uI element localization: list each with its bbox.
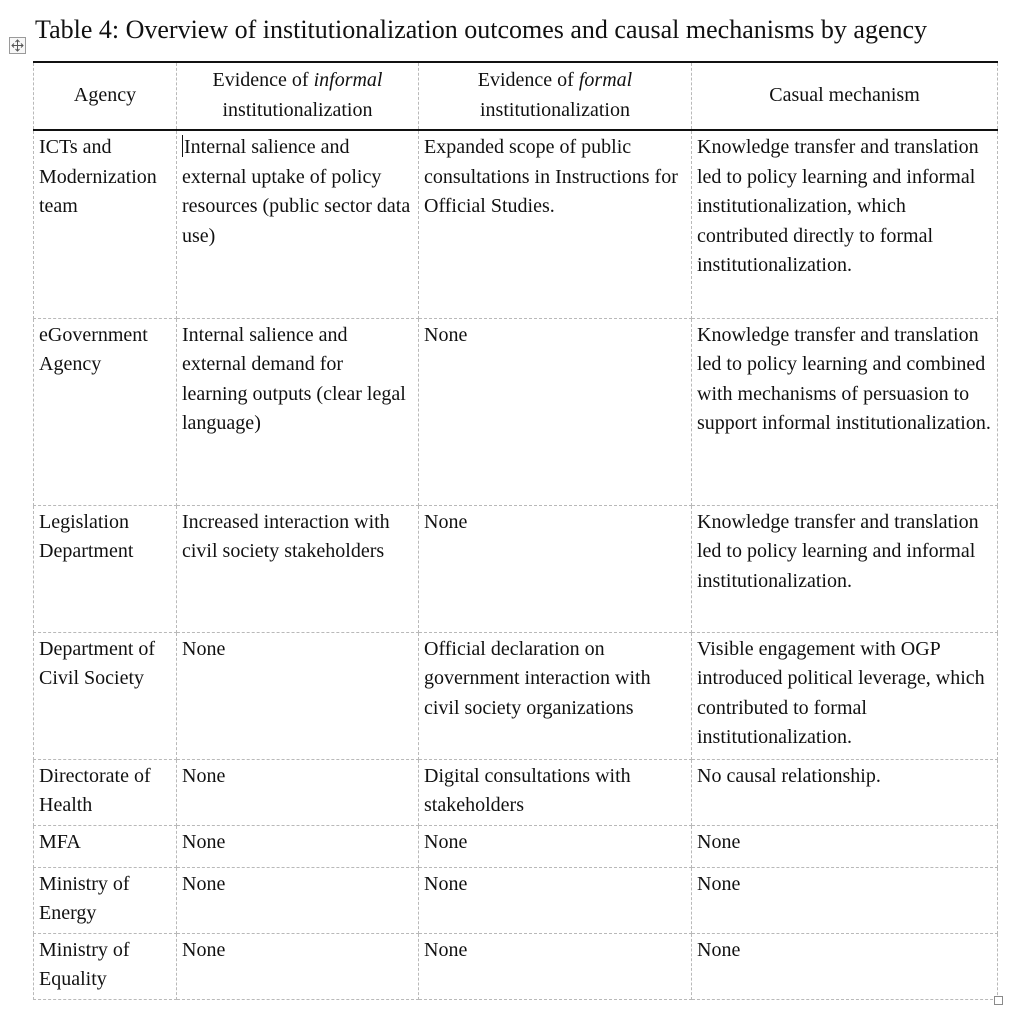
cell-agency[interactable]: ICTs and Modernization team [34, 130, 177, 318]
cell-mechanism[interactable]: Knowledge transfer and translation led to policy learning and informal institutionalization. [692, 505, 998, 632]
header-formal-evidence[interactable] [419, 62, 692, 130]
cell-mechanism[interactable]: None [692, 867, 998, 933]
table-row [34, 933, 998, 999]
cell-formal[interactable]: None [419, 318, 692, 505]
cell-agency[interactable]: eGovernment Agency [34, 318, 177, 505]
cell-informal[interactable]: Increased interaction with civil society stakeholders [177, 505, 419, 632]
table-row [34, 505, 998, 632]
cell-informal[interactable] [177, 130, 419, 318]
cell-agency[interactable]: MFA [34, 825, 177, 867]
cell-agency[interactable]: Ministry of Equality [34, 933, 177, 999]
header-formal-emphasis: formal [578, 69, 633, 92]
cell-formal[interactable]: None [419, 825, 692, 867]
cell-mechanism[interactable]: Knowledge transfer and translation led to policy learning and informal institutionalization, which contributed directly to formal institutionalization. [692, 130, 998, 318]
table-row [34, 130, 998, 318]
table-row [34, 759, 998, 825]
cell-formal[interactable]: Expanded scope of public consultations in Instructions for Official Studies. [419, 130, 692, 318]
header-formal-suffix: institutionalization [480, 99, 630, 121]
cell-formal[interactable]: Official declaration on government interaction with civil society organizations [419, 632, 692, 759]
header-formal-prefix: Evidence of [477, 69, 579, 92]
cell-mechanism[interactable]: None [692, 933, 998, 999]
table-resize-handle[interactable] [994, 996, 1003, 1005]
table-caption: Table 4: Overview of institutionalization outcomes and causal mechanisms by agency [35, 15, 928, 44]
cell-mechanism[interactable]: No causal relationship. [692, 759, 998, 825]
cell-agency[interactable]: Ministry of Energy [34, 867, 177, 933]
table-row [34, 318, 998, 505]
move-icon [10, 38, 25, 53]
cell-formal[interactable]: Digital consultations with stakeholders [419, 759, 692, 825]
cell-informal[interactable]: None [177, 632, 419, 759]
table-row [34, 867, 998, 933]
cell-agency[interactable]: Directorate of Health [34, 759, 177, 825]
header-informal-evidence[interactable] [177, 62, 419, 130]
table-row [34, 632, 998, 759]
cell-formal[interactable]: None [419, 505, 692, 632]
cell-informal[interactable]: Internal salience and external demand for learning outputs (clear legal language) [177, 318, 419, 505]
cell-informal[interactable]: None [177, 759, 419, 825]
text-cursor [182, 135, 183, 157]
table-row [34, 825, 998, 867]
header-informal-emphasis: informal [313, 69, 383, 92]
cell-agency[interactable]: Department of Civil Society [34, 632, 177, 759]
cell-formal[interactable]: None [419, 933, 692, 999]
cell-mechanism[interactable]: None [692, 825, 998, 867]
institutionalization-table [33, 61, 998, 1000]
header-informal-line1 [183, 66, 412, 96]
header-mechanism[interactable]: Casual mechanism [692, 62, 998, 130]
cell-mechanism[interactable]: Knowledge transfer and translation led to policy learning and combined with mechanisms of persuasion to support informal institutionalization. [692, 318, 998, 505]
header-row [34, 62, 998, 130]
cell-informal[interactable]: None [177, 825, 419, 867]
cell-mechanism[interactable]: Visible engagement with OGP introduced political leverage, which contributed to formal institutionalization. [692, 632, 998, 759]
cell-informal-text: Internal salience and external uptake of policy resources (public sector data use) [182, 136, 411, 247]
header-formal-line1 [425, 66, 685, 96]
cell-formal[interactable]: None [419, 867, 692, 933]
header-agency[interactable]: Agency [34, 62, 177, 130]
header-informal-prefix: Evidence of [212, 69, 314, 92]
cell-informal[interactable]: None [177, 933, 419, 999]
cell-informal[interactable]: None [177, 867, 419, 933]
header-informal-suffix: institutionalization [222, 99, 373, 121]
cell-agency[interactable]: Legislation Department [34, 505, 177, 632]
table-move-handle[interactable] [9, 37, 26, 54]
